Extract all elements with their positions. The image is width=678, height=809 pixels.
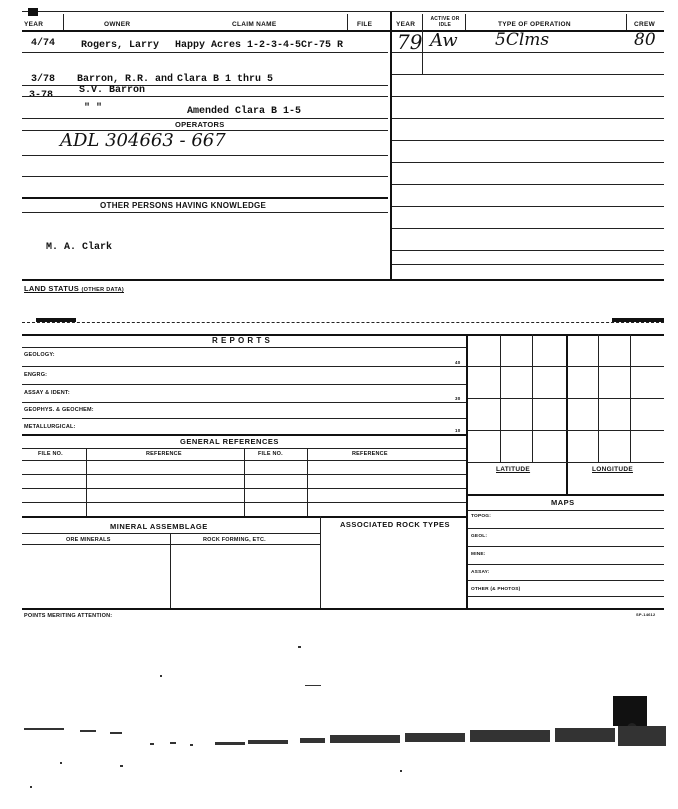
operators-entry: ADL 304663 - 667 (60, 130, 226, 151)
ref-col-reference-2: REFERENCE (352, 451, 388, 457)
map-topog: TOPOG: (471, 514, 492, 519)
report-engrg: ENGRG: (24, 372, 48, 378)
map-geol: GEOL: (471, 534, 488, 539)
ref-col-file-no-2: FILE NO. (258, 451, 283, 457)
map-mine: MINE: (471, 552, 486, 557)
ore-minerals-label: ORE MINERALS (66, 537, 111, 543)
activity-type-of-operation: 5Clms (495, 30, 550, 50)
longitude-label: LONGITUDE (592, 466, 633, 473)
report-metallurgical-num: 10 (455, 428, 461, 433)
map-assay: ASSAY: (471, 570, 490, 575)
header-year-2: YEAR (396, 21, 416, 28)
latitude-label: LATITUDE (496, 466, 531, 473)
report-geophys: GEOPHYS. & GEOCHEM: (24, 407, 94, 413)
report-geology-num: 40 (455, 360, 461, 365)
claim-row-2-year: 3/78 (31, 74, 56, 85)
claim-row-1-claim: Happy Acres 1-2-3-4-5Cr-75 R (175, 40, 344, 51)
land-status-label: LAND STATUS (OTHER DATA) (24, 284, 124, 293)
other-persons-label: OTHER PERSONS HAVING KNOWLEDGE (100, 201, 267, 210)
operators-label: OPERATORS (175, 120, 225, 129)
map-other: OTHER (& PHOTOS) (471, 587, 521, 592)
rock-forming-label: ROCK FORMING, ETC. (203, 537, 266, 543)
header-year: YEAR (24, 21, 44, 28)
claim-row-2-owner: Barron, R.R. and (77, 74, 174, 85)
associated-rock-types-label: ASSOCIATED ROCK TYPES (340, 520, 450, 529)
claim-row-2-claim: Clara B 1 thru 5 (177, 74, 274, 85)
header-owner: OWNER (104, 21, 131, 28)
header-active-idle: ACTIVE OR IDLE (430, 16, 460, 28)
activity-active-idle: Aw (430, 30, 458, 51)
ref-col-file-no-1: FILE NO. (38, 451, 63, 457)
other-person-name: M. A. Clark (46, 242, 113, 253)
report-geology: GEOLOGY: (24, 352, 55, 358)
header-crew: CREW (634, 21, 656, 28)
header-type-of-operation: TYPE OF OPERATION (498, 21, 571, 28)
points-meriting-attention-label: POINTS MERITING ATTENTION: (24, 613, 113, 619)
claim-row-1-owner: Rogers, Larry (81, 40, 160, 51)
claim-row-4-claim: Amended Clara B 1-5 (187, 106, 302, 117)
corner-mark (28, 8, 38, 16)
report-assay: ASSAY & IDENT: (24, 390, 70, 396)
claim-row-1-year: 4/74 (31, 38, 56, 49)
reports-title: R E P O R T S (212, 336, 271, 345)
claim-row-3-year: 3-78 (29, 90, 54, 101)
maps-title: MAPS (551, 498, 575, 507)
activity-year: 79 (397, 30, 423, 54)
form-number: SP-14612 (636, 612, 656, 617)
claim-row-4-owner: " " (84, 103, 103, 114)
header-claim-name: CLAIM NAME (232, 21, 277, 28)
activity-crew: 80 (634, 30, 656, 50)
report-metallurgical: METALLURGICAL: (24, 424, 76, 430)
mineral-assemblage-title: MINERAL ASSEMBLAGE (110, 522, 208, 531)
claim-row-3-owner: S.V. Barron (79, 85, 146, 96)
header-file: FILE (357, 21, 373, 28)
report-assay-num: 30 (455, 396, 461, 401)
general-references-title: GENERAL REFERENCES (180, 437, 279, 446)
ref-col-reference-1: REFERENCE (146, 451, 182, 457)
